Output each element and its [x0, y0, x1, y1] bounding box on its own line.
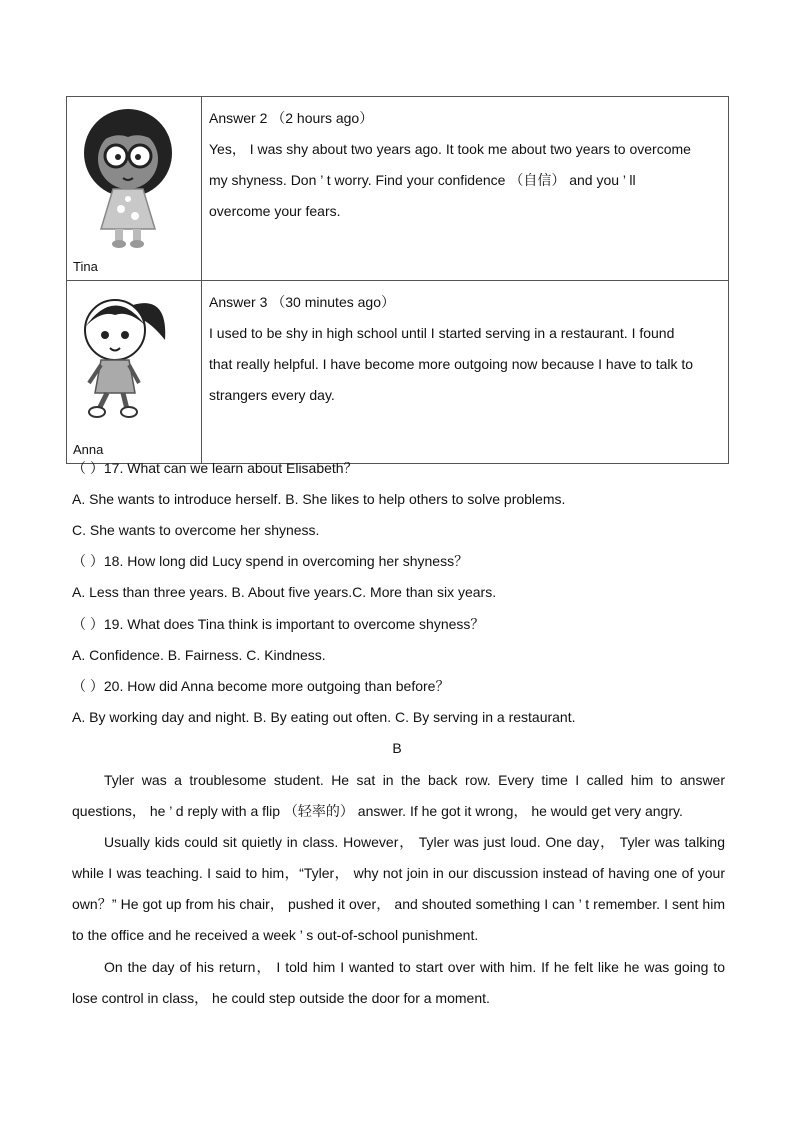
answer-line: strangers every day. [209, 387, 335, 403]
anna-cartoon-icon [73, 285, 173, 425]
passage-paragraph: On the day of his return， I told him I wanted to start over with him. If he felt like he was going to lose control in class， he could step outside the door for a moment. [72, 959, 725, 1006]
question-stem: （ ）17. What can we learn about Elisabeth？ [72, 460, 358, 476]
avatar-cell [67, 97, 202, 281]
answer-line: my shyness. Don ’ t worry. Find your confidence （自信） and you ’ ll [209, 172, 636, 188]
answer-line: Yes， I was shy about two years ago. It took me about two years to overcome [209, 141, 691, 157]
question-stem: （ ）19. What does Tina think is important to overcome shyness？ [72, 616, 485, 632]
answer-line: I used to be shy in high school until I started serving in a restaurant. I found [209, 325, 675, 341]
answer-header: Answer 2 （2 hours ago） [209, 110, 374, 126]
answer-text-cell [202, 97, 729, 281]
answer-header: Answer 3 （30 minutes ago） [209, 294, 395, 310]
question-option: C. She wants to overcome her shyness. [72, 522, 320, 538]
passage-paragraph: Usually kids could sit quietly in class. However， Tyler was just loud. One day， Tyler was talking while I was teaching. I said to him，“Tyler， why not join in our discussion instead of having one of your own？” He got up from his chair， pushed it over， and shouted something I can ’ t remember. I sent him to the office and he received a week ’ s out-of-school punishment. [72, 834, 725, 943]
answer-line: that really helpful. I have become more outgoing now because I have to talk to [209, 356, 694, 372]
question-option: A. Confidence. B. Fairness. C. Kindness. [72, 647, 326, 663]
answer-text-cell [202, 281, 729, 464]
answer-row [67, 281, 729, 464]
answers-table [66, 96, 729, 464]
question-option: A. By working day and night. B. By eating out often. C. By serving in a restaurant. [72, 709, 576, 725]
question-stem: （ ）18. How long did Lucy spend in overcoming her shyness？ [72, 553, 469, 569]
question-option: A. Less than three years. B. About five years.C. More than six years. [72, 584, 497, 600]
answer-author-name: Anna [73, 442, 104, 457]
avatar-cell [67, 281, 202, 464]
answer-author-name: Tina [73, 259, 98, 274]
question-stem: （ ）20. How did Anna become more outgoing than before？ [72, 678, 450, 694]
question-option: A. She wants to introduce herself. B. She likes to help others to solve problems. [72, 491, 566, 507]
answer-row [67, 97, 729, 281]
passage-paragraph: Tyler was a troublesome student. He sat in the back row. Every time I called him to answer questions， he ’ d reply with a flip （轻率的） answer. If he got it wrong， he would get very angry. [72, 772, 725, 819]
section-heading: B [392, 740, 402, 756]
tina-cartoon-icon [73, 101, 183, 251]
answer-line: overcome your fears. [209, 203, 341, 219]
